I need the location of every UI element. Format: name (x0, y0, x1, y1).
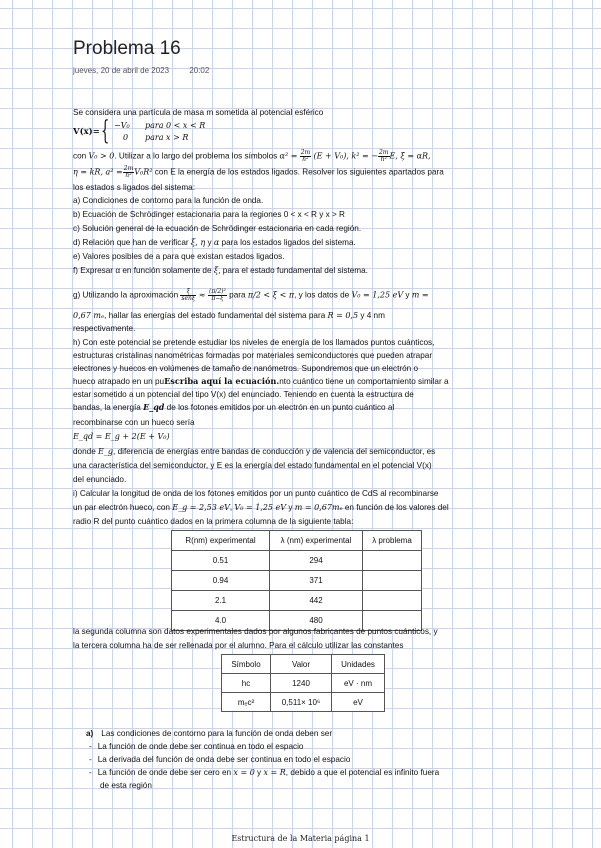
item-i-line-3: radio R del punto cuántico dados en la primera columna de la siguiente tabla: (73, 517, 354, 526)
constants-table (221, 654, 385, 712)
item-h-equation: E_qd = E_g + 2(E + V₀) (73, 432, 170, 441)
table-cell: 1240 (271, 674, 332, 693)
table-cell: 0.94 (172, 571, 270, 591)
intro-line-4: los estados s ligados del sistema: (73, 183, 195, 192)
item-h-line-2: estructuras cristalinas nanométricas formadas por materiales semiconductores que pueden atrapar (73, 351, 433, 360)
page-datetime (73, 66, 209, 75)
item-b: b) Ecuación de Schrödinger estacionaria para la regiones 0 < x < R y x > R (73, 210, 345, 219)
table-cell[interactable] (363, 551, 422, 571)
table-header-row (222, 655, 385, 674)
item-h-line-10: una característica del semiconductor, y E es la energía del estado fundamental en el potencial V(x) (73, 461, 432, 470)
table-cell: 442 (270, 591, 363, 611)
item-a: a) Condiciones de contorno para la función de onda. (73, 196, 264, 205)
table-row (222, 674, 385, 693)
table-row (172, 571, 422, 591)
table-header: λ (nm) experimental (270, 531, 363, 551)
item-i-line-1: i) Calcular la longitud de onda de los fotones emitidos por un punto cuántico de CdS al recombinarse (73, 489, 439, 498)
intro-line-2: con V₀ > 0. Utilizar a lo largo del problema los símbolos α² = $\frac{2m}{\text{ħ²}}$ (E + V₀), k² = − $\frac{2m}{\text{ħ²}}$ E, ξ = αR, (73, 149, 431, 163)
table-header: Unidades (332, 655, 385, 674)
equation-placeholder[interactable]: Escriba aquí la ecuación. (164, 376, 280, 386)
item-h-line-4: hueco atrapado en un puEscriba aquí la ecuación.nto cuántico tiene un comportamiento similar a (73, 376, 449, 386)
page-time: 20:02 (189, 66, 210, 75)
item-g-line-1: g) Utilizando la aproximación $\frac{\xi}{\text{senξ}}$ ≈ $\frac{\text{(π/2)²}}{\pi-\xi}$ para π/2 < ξ < π, y los datos de V₀ = 1,25 eV y m = (73, 288, 429, 302)
case1-condition: para 0 < x < R (145, 121, 206, 130)
item-e: e) Valores posibles de a para que existan estados ligados. (73, 252, 285, 261)
page-title: Problema 16 (73, 38, 181, 59)
table-cell: mₑc² (222, 693, 271, 712)
item-d: d) Relación que han de verificar ξ, η y α para los estados ligados del sistema. (73, 238, 356, 247)
item-g-line-2: 0,67 mₑ, hallar las energías del estado fundamental del sistema para R = 0,5 y 4 nm (73, 311, 385, 320)
item-h-line-7: recombinarse con un hueco sería (73, 418, 195, 427)
table-cell: 480 (270, 611, 363, 631)
item-h-line-6: bandas, la energía E_qd de los fotones emitidos por un electrón en un punto cuántico al (73, 402, 395, 412)
table-cell: 371 (270, 571, 363, 591)
item-h-line-11: del enunciado. (73, 475, 127, 484)
table-header: Símbolo (222, 655, 271, 674)
after-table-line-2: la tercera columna ha de ser rellenada por el alumno. Para el cálculo utilizar las constantes (73, 641, 404, 650)
table-cell[interactable] (363, 591, 422, 611)
brace-symbol: { (101, 116, 110, 146)
item-h-line-3: electrones y huecos en volúmenes de tamaño de nanómetros. Supondremos que un electrón o (73, 364, 419, 373)
table-row (222, 693, 385, 712)
answer-bullet-1: - La función de onde debe ser continua en todo el espacio (89, 742, 304, 751)
answer-heading: a) Las condiciones de contorno para la función de onda deben ser (86, 729, 333, 738)
table-cell[interactable] (363, 571, 422, 591)
intro-line-1: Se considera una partícula de masa m sometida al potencial esférico (73, 108, 324, 117)
potential-label: V(x)= (73, 127, 100, 137)
fraction: $\frac{2m}{\text{ħ²}}$ (123, 165, 134, 179)
table-cell: 0,511× 10⁶ (271, 693, 332, 712)
item-c: c) Solución general de la ecuación de Schrödinger estacionaria en cada región. (73, 224, 362, 233)
intro-line-3: η = kR, a² = $\frac{2m}{\text{ħ²}}$ V₀R² con E la energía de los estados ligados. Resolver los siguientes apartados para (73, 165, 444, 179)
table-cell: 4.0 (172, 611, 270, 631)
table-cell: 0.51 (172, 551, 270, 571)
table-header: R(nm) experimental (172, 531, 270, 551)
answer-bullet-2: - La derivada del función de onda debe ser continua en todo el espacio (89, 755, 351, 764)
item-g-line-3: respectivamente. (73, 324, 136, 333)
answer-bullet-3: - La función de onde debe ser cero en x = 0 y x = R, debido a que el potencial es infinito fuera (89, 768, 440, 777)
item-i-line-2: un par electrón hueco, con E_g = 2,53 eV, V₀ = 1,25 eV y m = 0,67mₑ en función de los valores del (73, 503, 449, 512)
table-cell: eV · nm (332, 674, 385, 693)
table-cell: eV (332, 693, 385, 712)
item-h-line-9: donde E_g, diferencia de energías entre bandas de conducción y de valencia del semiconductor, es (73, 447, 436, 456)
fraction: $\frac{2m}{\text{ħ²}}$ (378, 149, 389, 163)
item-h-line-5: estar sometido a un potencial del tipo V(x) del enunciado. Teniendo en cuenta la estructura de (73, 390, 414, 399)
table-cell: 2.1 (172, 591, 270, 611)
table-row (172, 591, 422, 611)
table-header-row (172, 531, 422, 551)
wavelength-table (171, 530, 422, 631)
fraction: $\frac{2m}{\text{ħ²}}$ (300, 149, 311, 163)
table-cell: hc (222, 674, 271, 693)
item-h-line-1: h) Con este potencial se pretende estudiar los niveles de energía de los llamados puntos cuánticos, (73, 338, 435, 347)
table-cell: 294 (270, 551, 363, 571)
page-date: jueves, 20 de abril de 2023 (73, 66, 170, 75)
fraction: $\frac{\xi}{\text{senξ}}$ (181, 288, 196, 302)
page-footer: Estructura de la Materia página 1 (231, 834, 370, 843)
table-header: λ problema (363, 531, 422, 551)
item-f: f) Expresar α en función solamente de ξ, para el estado fundamental del sistema. (73, 266, 368, 275)
case2-condition: para x > R (145, 133, 189, 142)
after-table-line-1: la segunda columna son datos experimentales dados por algunos fabricantes de puntos cuánticos, y (73, 627, 438, 636)
case1-value: −V₀ (114, 121, 130, 130)
table-header: Valor (271, 655, 332, 674)
table-row (172, 551, 422, 571)
answer-bullet-3-cont: de esta región (100, 781, 152, 790)
fraction: $\frac{\text{(π/2)²}}{\pi-\xi}$ (209, 288, 226, 302)
case2-value: 0 (123, 133, 129, 142)
